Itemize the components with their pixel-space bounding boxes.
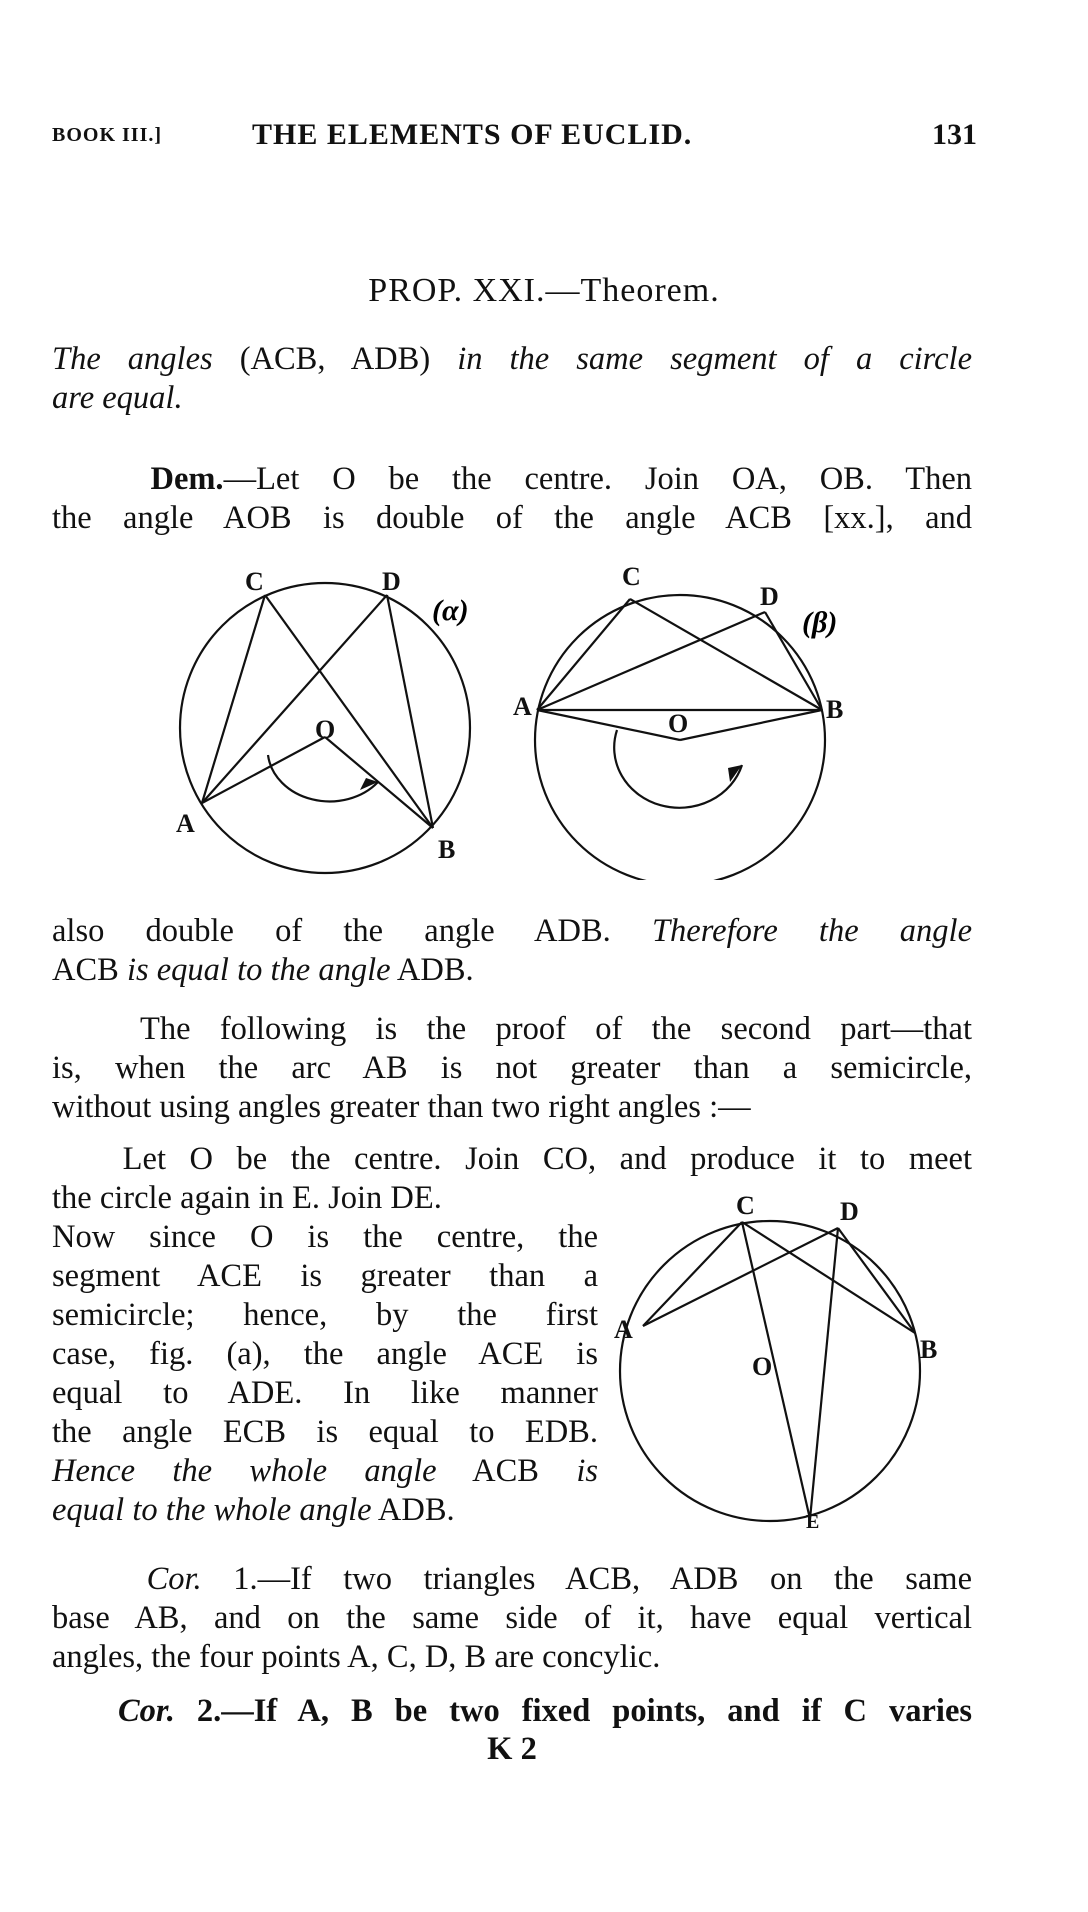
proof2-line-4: segment ACE is greater than a (52, 1258, 598, 1294)
running-title: THE ELEMENTS OF EUCLID. (252, 118, 693, 151)
page-number: 131 (932, 118, 977, 151)
proof2-line-2: the circle again in E. Join DE. (52, 1180, 442, 1216)
label-C-beta: C (622, 562, 641, 591)
conclusion-equal-text: is equal to the angle (126, 952, 391, 988)
cor1-label: Cor. (146, 1561, 202, 1597)
enunciation-italic-1: The angles (52, 341, 213, 377)
cor1-line-3: angles, the four points A, C, D, B are concylic. (52, 1639, 661, 1675)
proof2-line-7: equal to ADE. In like manner (52, 1375, 598, 1411)
second-part-line-1-text: The following is the proof of the second part—that (139, 1011, 972, 1047)
arrow-arc-alpha (268, 755, 378, 801)
figure-second-part (600, 1178, 960, 1540)
figure-alpha-beta (0, 560, 1088, 880)
proof2-acb: ACB (472, 1453, 539, 1489)
proof-second-part (52, 1140, 972, 1179)
conclusion-line-2 (52, 951, 972, 990)
arrow-arc-beta (614, 730, 742, 808)
proof2-line-6: case, fig. (a), the angle ACE is (52, 1336, 598, 1372)
enunciation-italic-2: in the same segment of a circle (457, 341, 973, 377)
conclusion-adb: ADB. (396, 952, 474, 988)
cor2-line-1-text: 2.—If A, B be two fixed points, and if C varies (196, 1693, 973, 1729)
second-part-line-3: without using angles greater than two right angles :— (52, 1089, 751, 1125)
label-O-beta: O (668, 709, 689, 738)
second-part-line-1 (52, 1010, 972, 1049)
dem-line-1-text: —Let O be the centre. Join OA, OB. Then (223, 461, 972, 497)
cor1-line-1-text: 1.—If two triangles ACB, ADB on the same (233, 1561, 973, 1597)
proof2-adb: ADB. (377, 1492, 455, 1528)
label-D-beta: D (760, 582, 779, 611)
label-A-beta: A (513, 692, 532, 721)
second-part-line-2: is, when the arc AB is not greater than a semicircle, (52, 1050, 972, 1086)
enunciation-roman: (ACB, ADB) (239, 341, 431, 377)
proof2-line-3: Now since O is the centre, the (52, 1219, 598, 1255)
label-O-alpha: O (315, 715, 336, 744)
conclusion (52, 912, 972, 990)
conclusion-italic: Therefore the angle (651, 913, 973, 949)
proof2-hence-text: Hence the whole angle (52, 1453, 437, 1489)
label-B-alpha: B (438, 835, 456, 864)
corollary-2 (52, 1692, 972, 1731)
label-D: D (840, 1197, 859, 1226)
conclusion-acb: ACB (52, 952, 119, 988)
corollary-1 (52, 1560, 972, 1677)
figure-label-alpha: (α) (432, 594, 469, 627)
label-C-alpha: C (245, 567, 264, 596)
second-part-intro (52, 1010, 972, 1127)
proof2-line-9 (52, 1452, 598, 1491)
proof2-line-5: semicircle; hence, by the first (52, 1297, 598, 1333)
label-C: C (736, 1191, 755, 1220)
label-A-alpha: A (176, 809, 195, 838)
label-O: O (752, 1352, 773, 1381)
conclusion-line-1 (52, 912, 972, 951)
proof2-is: is (576, 1453, 598, 1489)
proof2-line-1 (52, 1140, 972, 1179)
cor1-line-2: base AB, and on the same side of it, have equal vertical (52, 1600, 972, 1636)
figure-label-beta: (β) (802, 606, 838, 639)
label-B: B (920, 1335, 938, 1364)
proof2-equal-text: equal to the whole angle (52, 1492, 372, 1528)
proof-second-part-column (52, 1179, 598, 1530)
cor2-line-1 (52, 1692, 972, 1731)
proof2-line-1-text: Let O be the centre. Join CO, and produce it to meet (122, 1141, 972, 1177)
enunciation-line-2: are equal. (52, 380, 183, 416)
signature-mark: K 2 (487, 1731, 537, 1767)
book-label: BOOK III.] (52, 124, 163, 146)
conclusion-roman: also double of the angle ADB. (52, 913, 611, 949)
enunciation-line-1 (52, 340, 972, 379)
dem-line-1 (52, 460, 972, 499)
cor1-line-1 (52, 1560, 972, 1599)
label-B-beta: B (826, 695, 844, 724)
label-E: E (806, 1511, 820, 1533)
proposition-title: PROP. XXI.—Theorem. (368, 272, 720, 309)
proof2-line-10 (52, 1491, 598, 1530)
label-A: A (614, 1315, 633, 1344)
cor2-label: Cor. (117, 1693, 175, 1729)
proof2-line-8: the angle ECB is equal to EDB. (52, 1414, 598, 1450)
dem-line-2: the angle AOB is double of the angle ACB [xx.], and (52, 500, 972, 536)
dem-label: Dem. (150, 461, 224, 497)
demonstration (52, 460, 972, 538)
enunciation (52, 340, 972, 418)
label-D-alpha: D (382, 567, 401, 596)
